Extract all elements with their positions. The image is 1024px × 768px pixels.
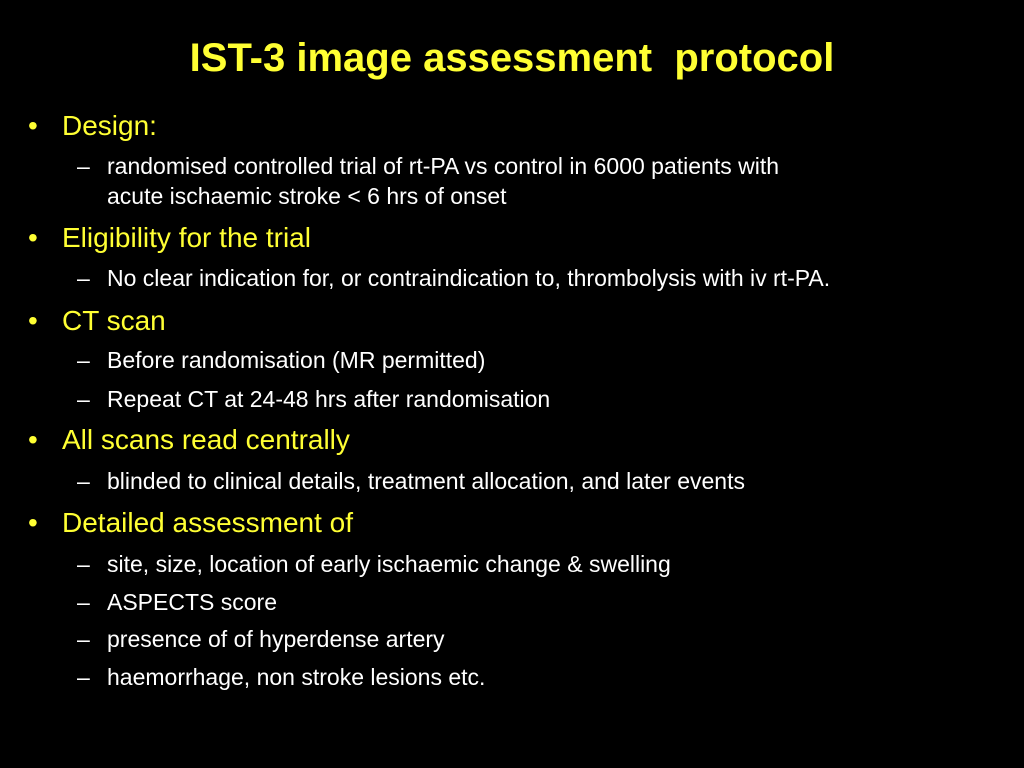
section-heading-design: Design: [62, 110, 157, 141]
sub-item-design-2: acute ischaemic stroke < 6 hrs of onset [107, 183, 507, 209]
sub-item-ct-scan-2: Repeat CT at 24-48 hrs after randomisation [107, 386, 551, 412]
sub-item-eligibility-1: No clear indication for, or contraindication to, thrombolysis with iv rt-PA. [107, 265, 831, 291]
section-heading-eligibility: Eligibility for the trial [62, 222, 311, 253]
section-heading-detailed-assessment: Detailed assessment of [62, 507, 354, 538]
dash-icon: – [77, 347, 90, 373]
slide-title: IST-3 image assessment protocol [189, 36, 835, 80]
bullet-icon: • [28, 424, 38, 455]
section-heading-central-reading: All scans read centrally [62, 424, 350, 455]
bullet-icon: • [28, 305, 38, 336]
sub-item-ct-scan-1: Before randomisation (MR permitted) [107, 347, 486, 373]
sub-item-detailed-4: haemorrhage, non stroke lesions etc. [107, 664, 486, 690]
section-heading-ct-scan: CT scan [62, 305, 166, 336]
sub-item-detailed-2: ASPECTS score [107, 589, 277, 615]
dash-icon: – [77, 664, 90, 690]
dash-icon: – [77, 626, 90, 652]
dash-icon: – [77, 386, 90, 412]
sub-item-design-1: randomised controlled trial of rt-PA vs control in 6000 patients with [107, 153, 780, 179]
dash-icon: – [77, 551, 90, 577]
dash-icon: – [77, 153, 90, 179]
dash-icon: – [77, 589, 90, 615]
sub-item-detailed-3: presence of of hyperdense artery [107, 626, 445, 652]
bullet-icon: • [28, 222, 38, 253]
sub-item-detailed-1: site, size, location of early ischaemic change & swelling [107, 551, 671, 577]
bullet-icon: • [28, 110, 38, 141]
bullet-icon: • [28, 507, 38, 538]
dash-icon: – [77, 265, 90, 291]
sub-item-central-reading-1: blinded to clinical details, treatment allocation, and later events [107, 468, 745, 494]
dash-icon: – [77, 468, 90, 494]
